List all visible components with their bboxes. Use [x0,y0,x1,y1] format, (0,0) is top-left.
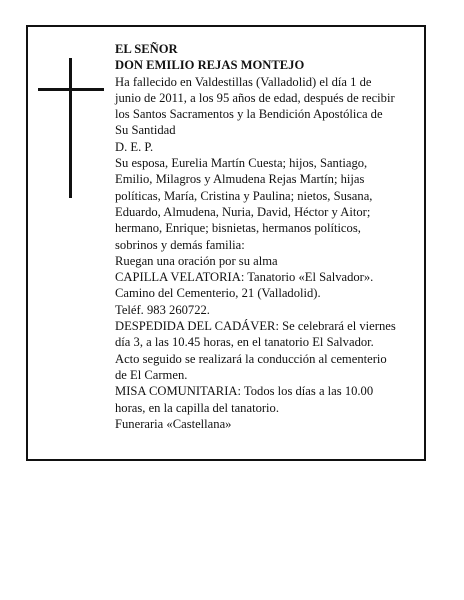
text-line: Ha fallecido en Valdestillas (Valladolid) el día 1 de [115,74,372,89]
text-line: MISA COMUNITARIA: Todos los días a las 10.00 [115,384,374,399]
text-line: DESPEDIDA DEL CADÁVER: Se celebrará el viernes [115,319,396,334]
text-line: Su esposa, Eurelia Martín Cuesta; hijos, Santiago, [115,156,368,171]
text-line: Emilio, Milagros y Almudena Rejas Martín; hijas [115,172,365,187]
rip-line: D. E. P. [115,139,154,154]
obituary-text [115,41,415,432]
text-line: los Santos Sacramentos y la Bendición Apostólica de [115,107,383,122]
deceased-name: DON EMILIO REJAS MONTEJO [115,58,305,73]
cross-vertical-bar [69,58,72,198]
text-line: Camino del Cementerio, 21 (Valladolid). [115,286,321,301]
text-line: horas, en la capilla del tanatorio. [115,400,280,415]
text-line: Funeraria «Castellana» [115,416,232,431]
obituary-title: EL SEÑOR [115,42,178,56]
text-line: políticas, María, Cristina y Paulina; nietos, Susana, [115,188,373,203]
text-line: sobrinos y demás familia: [115,237,245,252]
cross-horizontal-bar [38,88,104,91]
text-line: Acto seguido se realizará la conducción al cementerio [115,351,387,366]
text-line: Ruegan una oración por su alma [115,253,278,268]
text-line: Teléf. 983 260722. [115,302,210,317]
text-line: Su Santidad [115,123,176,138]
text-line: de El Carmen. [115,367,188,382]
text-line: día 3, a las 10.45 horas, en el tanatorio El Salvador. [115,335,374,350]
text-line: junio de 2011, a los 95 años de edad, después de recibir [115,90,395,105]
text-line: hermano, Enrique; bisnietas, hermanos políticos, [115,221,361,236]
obituary-notice [26,25,426,461]
text-line: CAPILLA VELATORIA: Tanatorio «El Salvador». [115,270,374,285]
text-line: Eduardo, Almudena, Nuria, David, Héctor y Aitor; [115,204,371,219]
